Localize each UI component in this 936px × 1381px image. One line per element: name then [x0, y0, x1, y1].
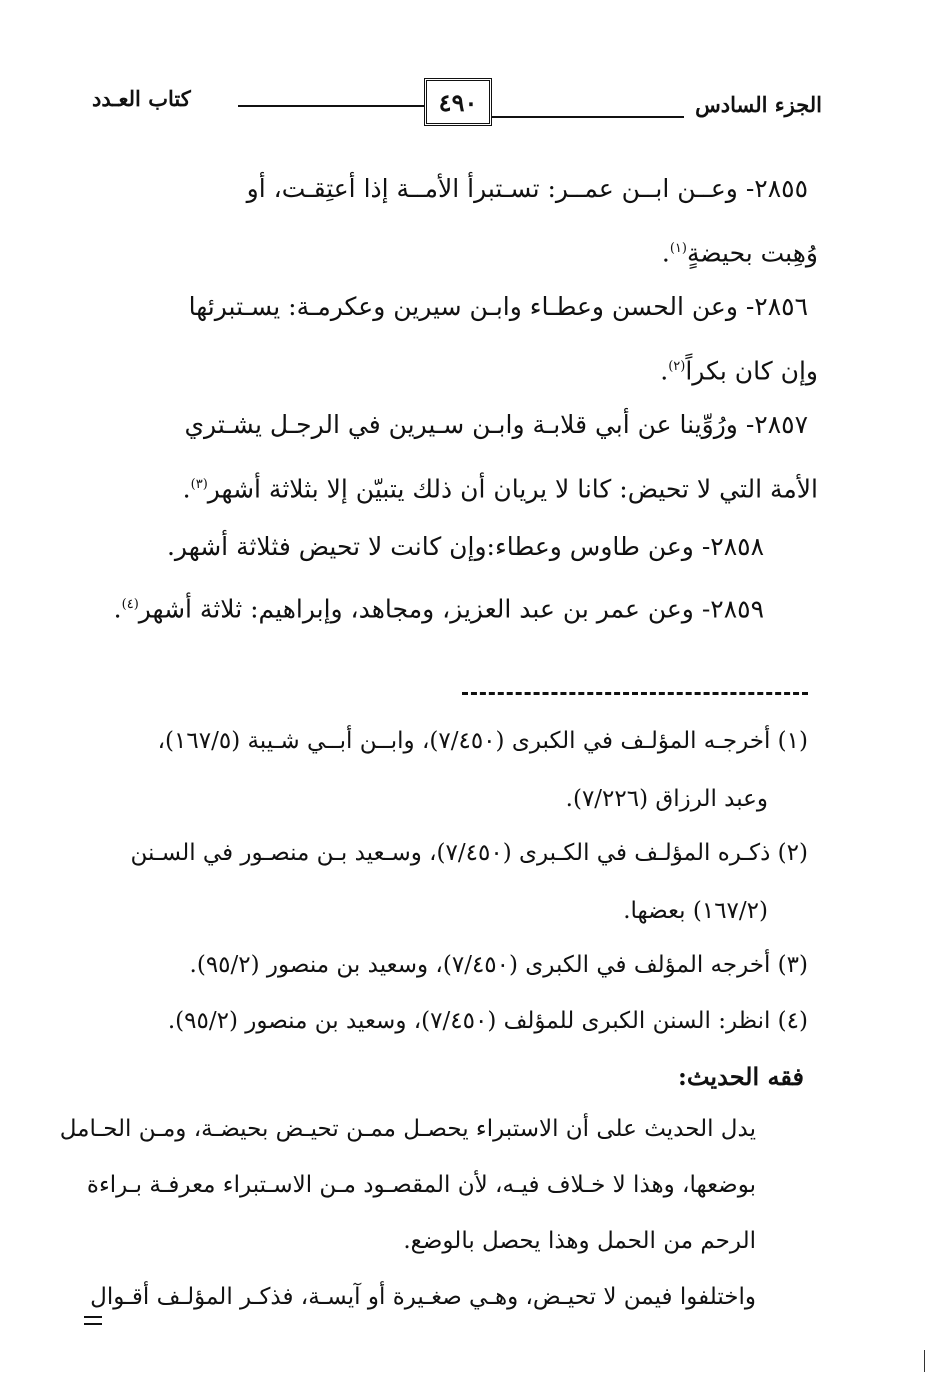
header-rule-right — [492, 116, 684, 118]
book-title: كتاب العـدد — [92, 86, 191, 111]
page-number: ٤٩٠ — [424, 78, 492, 126]
hadith-2858: ٢٨٥٨- وعن طاوس وعطاء:وإن كانت لا تحيض فثلاثة أشهر. — [166, 532, 764, 561]
footnote-1-line-1: (١) أخرجـه المؤلـف في الكبرى (٧/٤٥٠)، وابــن أبــي شـيبة (١٦٧/٥)، — [157, 728, 808, 754]
continuation-mark — [84, 1316, 102, 1325]
hadith-2855-line-1: ٢٨٥٥- وعــن ابــن عمــر: تسـتبرأ الأمــة إذا أعتِقـت، أو — [246, 174, 808, 203]
scan-edge-mark — [924, 1350, 925, 1372]
footnote-ref-3[interactable]: (٣) — [190, 477, 208, 492]
footnote-1-line-2: وعبد الرزاق (٧/٢٢٦). — [565, 786, 768, 812]
header-rule-left — [238, 105, 424, 107]
footnote-2-line-2: (١٦٧/٢) بعضها. — [623, 898, 768, 924]
footnote-ref-4[interactable]: (٤) — [121, 597, 139, 612]
fiqh-line-1: يدل الحديث على أن الاستبراء يحصـل ممـن تحيـض بحيضـة، ومـن الحـامل — [59, 1116, 756, 1142]
footnote-ref-2[interactable]: (٢) — [668, 359, 686, 374]
fiqh-heading: فقه الحديث: — [677, 1062, 804, 1091]
hadith-2856-line-1: ٢٨٥٦- وعن الحسن وعطـاء وابـن سيرين وعكرمـة: يسـتبرئها — [188, 292, 808, 321]
fiqh-line-2: بوضعها، وهذا لا خـلاف فيـه، لأن المقصـود مـن الاسـتبراء معرفـة بـراءة — [86, 1172, 756, 1198]
footnote-separator — [462, 692, 808, 695]
fiqh-line-3: الرحم من الحمل وهذا يحصل بالوضع. — [403, 1228, 756, 1254]
footnote-2-line-1: (٢) ذكـره المؤلـف في الكـبرى (٧/٤٥٠)، وسـعيد بـن منصـور في السـنن — [130, 840, 808, 866]
footnote-ref-1[interactable]: (١) — [669, 241, 687, 256]
fiqh-line-4: واختلفوا فيمن لا تحيـض، وهـي صغـيرة أو آيسـة، فذكـر المؤلـف أقـوال — [90, 1284, 756, 1310]
running-header — [88, 78, 828, 130]
hadith-2859: ٢٨٥٩- وعن عمر بن عبد العزيز، ومجاهد، وإبراهيم: ثلاثة أشهر$^{(٤)}$. — [113, 594, 764, 624]
volume-title: الجزء السادس — [695, 92, 822, 117]
hadith-2855-line-2: وُهِبت بحيضةٍ$^{(١)}$. — [661, 238, 818, 268]
hadith-2857-line-2: الأمة التي لا تحيض: كانا لا يريان أن ذلك يتبيّن إلا بثلاثة أشهر$^{(٣)}$. — [182, 474, 818, 504]
footnote-3: (٣) أخرجه المؤلف في الكبرى (٧/٤٥٠)، وسعيد بن منصور (٩٥/٢). — [189, 952, 808, 978]
footnote-4: (٤) انظر: السنن الكبرى للمؤلف (٧/٤٥٠)، وسعيد بن منصور (٩٥/٢). — [167, 1008, 808, 1034]
hadith-2856-line-2: وإن كان بكراً$^{(٢)}$. — [660, 356, 818, 386]
hadith-2857-line-1: ٢٨٥٧- ورُوِّينا عن أبي قلابـة وابـن سـيرين في الرجـل يشـتري — [184, 410, 808, 439]
